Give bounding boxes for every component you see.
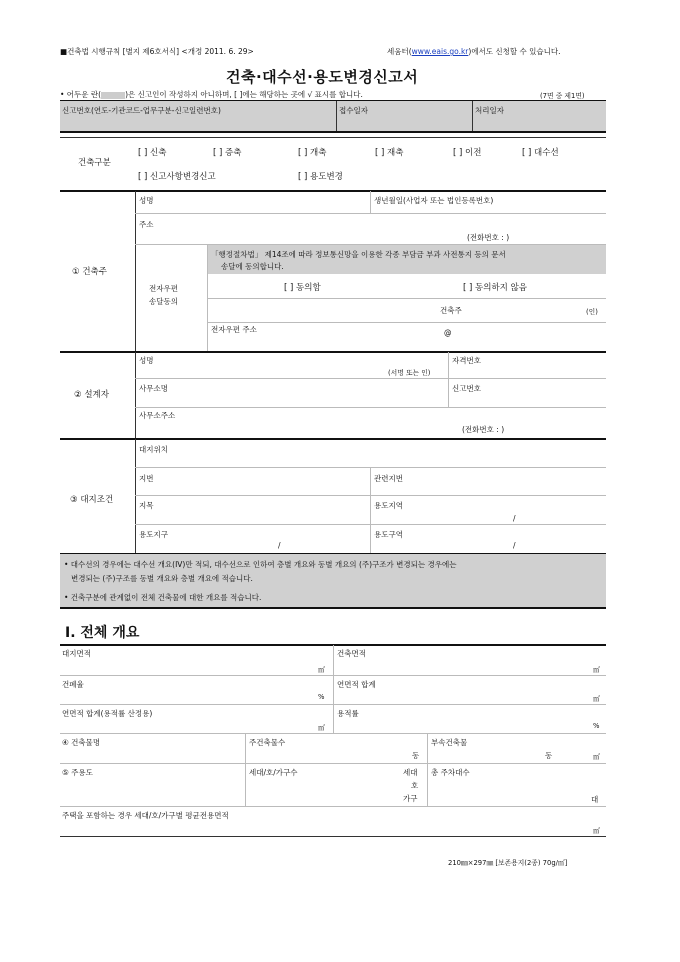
building-area-label: 건축면적	[337, 649, 366, 658]
parking-label: 총 주차대수	[431, 768, 470, 777]
unit-dong: 동	[545, 751, 553, 760]
site-use-zone-label: 용도구역	[374, 530, 403, 539]
designer-license-label: 자격번호	[452, 356, 481, 365]
site-area-label: 대지면적	[62, 649, 91, 658]
unit-gagu: 가구	[403, 794, 418, 803]
site-use-area-label: 용도지역	[374, 501, 403, 510]
note-1-line-2: 변경되는 (주)구조를 동별 개요와 층별 개요에 적습니다.	[71, 574, 253, 583]
report-number-label: 신고번호(연도-기관코드-업무구분-신고일련번호)	[62, 106, 221, 115]
form-title: 건축·대수선·용도변경신고서	[226, 68, 419, 86]
received-date-label: 접수일자	[339, 106, 368, 115]
main-use-label: ⑤ 주용도	[62, 768, 93, 777]
site-lot-label: 지번	[139, 474, 154, 483]
owner-signer-label: 건축주	[440, 306, 462, 315]
households-label: 세대/호/가구수	[249, 768, 298, 777]
consent-text-2: 송달에 동의합니다.	[221, 262, 284, 271]
owner-address-label: 주소	[139, 220, 154, 229]
unit-dong: 동	[412, 751, 420, 760]
online-url-link[interactable]: www.eais.go.kr	[411, 47, 469, 56]
total-floor-area-label: 연면적 합계	[337, 680, 376, 689]
checkbox-new-build[interactable]: [ ] 신축	[138, 148, 167, 158]
unit-m2: ㎡	[593, 695, 600, 703]
shaded-sample	[101, 92, 125, 99]
checkbox-rebuild[interactable]: [ ] 재축	[375, 148, 404, 158]
slash-mark: /	[513, 541, 516, 550]
site-label: ③ 대지조건	[70, 495, 114, 505]
checkbox-use-change[interactable]: [ ] 용도변경	[298, 172, 343, 182]
unit-ho: 호	[411, 781, 419, 790]
online-notice: 세움터(www.eais.go.kr)에서도 신청할 수 있습니다.	[387, 47, 561, 56]
notice-text: • 어두운 란( )은 신고인이 작성하지 아니하며, [ ]에는 해당하는 곳에 √ 표시를 합니다.	[60, 90, 363, 99]
annex-buildings-label: 부속건축물	[431, 738, 468, 747]
note-2: • 건축구분에 관계없이 전체 건축물에 대한 개요를 적습니다.	[64, 593, 262, 602]
site-location-label: 대지위치	[139, 445, 168, 454]
owner-name-label: 성명	[139, 196, 154, 205]
checkbox-extension[interactable]: [ ] 증축	[213, 148, 242, 158]
page-count: (7면 중 제1면)	[540, 92, 585, 100]
avg-area-label: 주택을 포함하는 경우 세대/호/가구별 평균전용면적	[62, 811, 229, 820]
owner-phone: (전화번호 : )	[467, 233, 510, 242]
note-1-line-1: • 대수선의 경우에는 대수선 개요(IV)만 적되, 대수선으로 인하여 층별 개요와 동별 개요의 (주)구조가 변경되는 경우에는	[64, 560, 457, 569]
email-at-sign: @	[444, 328, 452, 337]
building-type-label: 건축구분	[78, 158, 111, 168]
unit-m2: ㎡	[593, 827, 600, 835]
consent-text-1: 「행정절차법」 제14조에 따라 정보통신망을 이용한 각종 부담금 부과 사전통지 등의 문서	[211, 250, 506, 259]
email-label: 전자우편 주소	[211, 325, 257, 334]
processed-date-label: 처리일자	[475, 106, 504, 115]
unit-m2: ㎡	[593, 666, 600, 674]
unit-m2: ㎡	[318, 666, 325, 674]
designer-sign-label: (서명 또는 인)	[388, 369, 431, 377]
designer-report-no-label: 신고번호	[452, 384, 481, 393]
slash-mark: /	[513, 514, 516, 523]
designer-office-label: 사무소명	[139, 384, 168, 393]
paper-spec: 210㎜×297㎜ [보존용지(2종) 70g/㎡]	[448, 859, 568, 867]
designer-phone: (전화번호 : )	[462, 425, 505, 434]
total-floor-area-far-label: 연면적 합계(용적률 산정용)	[62, 709, 153, 718]
seal-mark: (인)	[586, 308, 598, 316]
consent-label-1: 전자우편	[149, 284, 178, 293]
unit-households: 세대	[403, 768, 418, 777]
site-related-lot-label: 관련지번	[374, 474, 403, 483]
unit-dae: 대	[591, 795, 599, 804]
designer-label: ② 설계자	[74, 390, 109, 400]
owner-birth-label: 생년월일(사업자 또는 법인등록번호)	[374, 196, 494, 205]
checkbox-change-report[interactable]: [ ] 신고사항변경신고	[138, 172, 216, 182]
slash-mark: /	[278, 541, 281, 550]
unit-percent: %	[593, 722, 600, 730]
unit-m2: ㎡	[593, 753, 600, 761]
unit-percent: %	[318, 693, 325, 701]
designer-address-label: 사무소주소	[139, 411, 176, 420]
checkbox-relocation[interactable]: [ ] 이전	[453, 148, 482, 158]
building-name-label: ④ 건축물명	[62, 738, 101, 747]
owner-label: ① 건축주	[72, 267, 107, 277]
checkbox-major-repair[interactable]: [ ] 대수선	[522, 148, 559, 158]
site-land-category-label: 지목	[139, 501, 154, 510]
checkbox-reconstruction[interactable]: [ ] 개축	[298, 148, 327, 158]
checkbox-consent-agree[interactable]: [ ] 동의함	[284, 283, 321, 293]
main-buildings-label: 주건축물수	[249, 738, 286, 747]
consent-label-2: 송달동의	[149, 297, 178, 306]
overview-heading: Ⅰ. 전체 개요	[65, 625, 140, 641]
far-label: 용적률	[337, 709, 359, 718]
designer-name-label: 성명	[139, 356, 154, 365]
site-use-district-label: 용도지구	[139, 530, 168, 539]
unit-m2: ㎡	[318, 724, 325, 732]
rule-reference: ■건축법 시행규칙 [별지 제6호서식] <개정 2011. 6. 29>	[60, 47, 254, 56]
checkbox-consent-disagree[interactable]: [ ] 동의하지 않음	[463, 283, 528, 293]
coverage-label: 건폐율	[62, 680, 84, 689]
